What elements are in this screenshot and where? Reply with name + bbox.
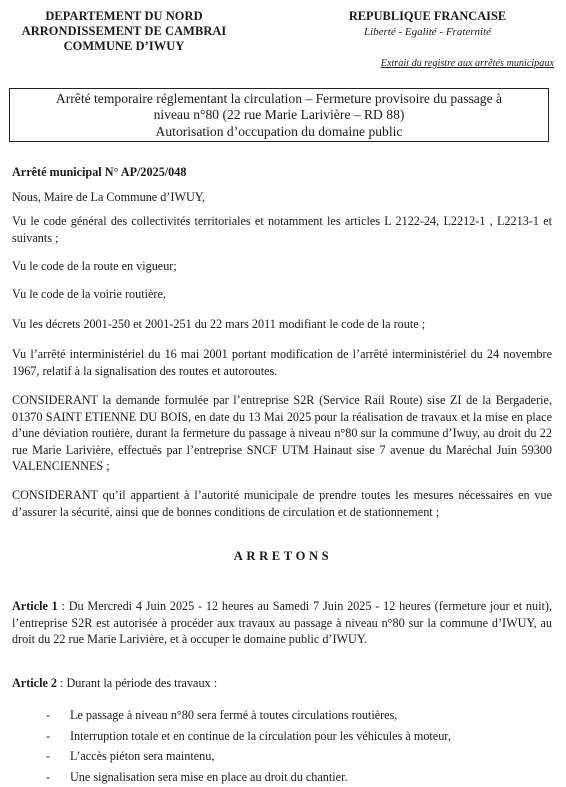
paragraph-arrete-interministeriel: Vu l’arrêté interministériel du 16 mai 2001 portant modification de l’arrêté interministériel du 24 novembre 1967, relatif à la signalisation des routes et autoroutes.	[12, 346, 552, 379]
republic-header	[320, 9, 535, 40]
article-1-label: Article 1	[12, 599, 58, 613]
department-line: DEPARTEMENT DU NORD	[8, 9, 240, 24]
republic-title: REPUBLIQUE FRANCAISE	[320, 9, 535, 24]
paragraph-considerant-demande: CONSIDERANT la demande formulée par l’entreprise S2R (Service Rail Route) sise ZI de la Bergaderie, 01370 SAINT ETIENNE DU BOIS, en date du 13 Mai 2025 pour la réalisation de travaux et la mise en place d’une déviation routière, durant la fermeture du passage à niveau n°80 sur la commune d’Iwuy, au droit du 22 rue Marie Larivière, effectués par l’entreprise SNCF UTM Hainaut sise 7 avenue du Maréchal Juin 59300 VALENCIENNES ;	[12, 392, 552, 475]
register-extract-note: Extrait du registre aux arrêtés municipaux	[381, 58, 554, 69]
article-1	[12, 598, 552, 648]
administrative-header	[8, 9, 240, 54]
list-item-text: Interruption totale et en continue de la circulation pour les véhicules à moteur,	[70, 729, 451, 743]
article-2-list	[46, 705, 546, 787]
list-item	[46, 705, 546, 726]
paragraph-considerant-autorite: CONSIDERANT qu’il appartient à l’autorité municipale de prendre toutes les mesures nécessaires en vue d’assurer la sécurité, ainsi que de bonnes conditions de circulation et de stationnement ;	[12, 487, 552, 520]
arrondissement-line: ARRONDISSEMENT DE CAMBRAI	[8, 24, 240, 39]
commune-line: COMMUNE D’IWUY	[8, 39, 240, 54]
paragraph-mayor: Nous, Maire de La Commune d’IWUY,	[12, 189, 552, 206]
dash-bullet: -	[46, 726, 50, 747]
republic-motto: Liberté - Egalité - Fraternité	[320, 25, 535, 40]
article-2	[12, 675, 552, 692]
list-item-text: Le passage à niveau n°80 sera fermé à toutes circulations routières,	[70, 708, 397, 722]
arretons-heading: ARRETONS	[0, 549, 566, 564]
title-line-1: Arrêté temporaire réglementant la circulation – Fermeture provisoire du passage à	[10, 91, 548, 107]
dash-bullet: -	[46, 705, 50, 726]
paragraph-decrets: Vu les décrets 2001-250 et 2001-251 du 22 mars 2011 modifiant le code de la route ;	[12, 316, 552, 333]
paragraph-cgct: Vu le code général des collectivités territoriales et notamment les articles L 2122-24, L2212-1 , L2213-1 et suivants ;	[12, 213, 552, 246]
dash-bullet: -	[46, 746, 50, 767]
title-line-2: niveau n°80 (22 rue Marie Larivière – RD 88)	[10, 107, 548, 123]
paragraph-code-voirie: Vu le code de la voirie routière,	[12, 286, 552, 303]
article-2-text: : Durant la période des travaux :	[57, 676, 217, 690]
list-item	[46, 726, 546, 747]
decree-title-box	[9, 88, 549, 142]
list-item-text: L’accès piéton sera maintenu,	[70, 749, 214, 763]
title-line-3: Autorisation d’occupation du domaine public	[10, 124, 548, 140]
paragraph-code-route: Vu le code de la route en vigueur;	[12, 258, 552, 275]
list-item	[46, 767, 546, 787]
list-item-text: Une signalisation sera mise en place au droit du chantier.	[70, 770, 348, 784]
list-item	[46, 746, 546, 767]
dash-bullet: -	[46, 767, 50, 787]
article-2-label: Article 2	[12, 676, 57, 690]
article-1-text: : Du Mercredi 4 Juin 2025 - 12 heures au Samedi 7 Juin 2025 - 12 heures (fermeture jour et nuit), l’entreprise S2R est autorisée à procéder aux travaux au passage à niveau n°80 sur la commune d’IWUY, au droit du 22 rue Marie Larivière, et à occuper le domaine public d’IWUY.	[12, 599, 552, 646]
decree-reference: Arrêté municipal N° AP/2025/048	[12, 164, 552, 181]
